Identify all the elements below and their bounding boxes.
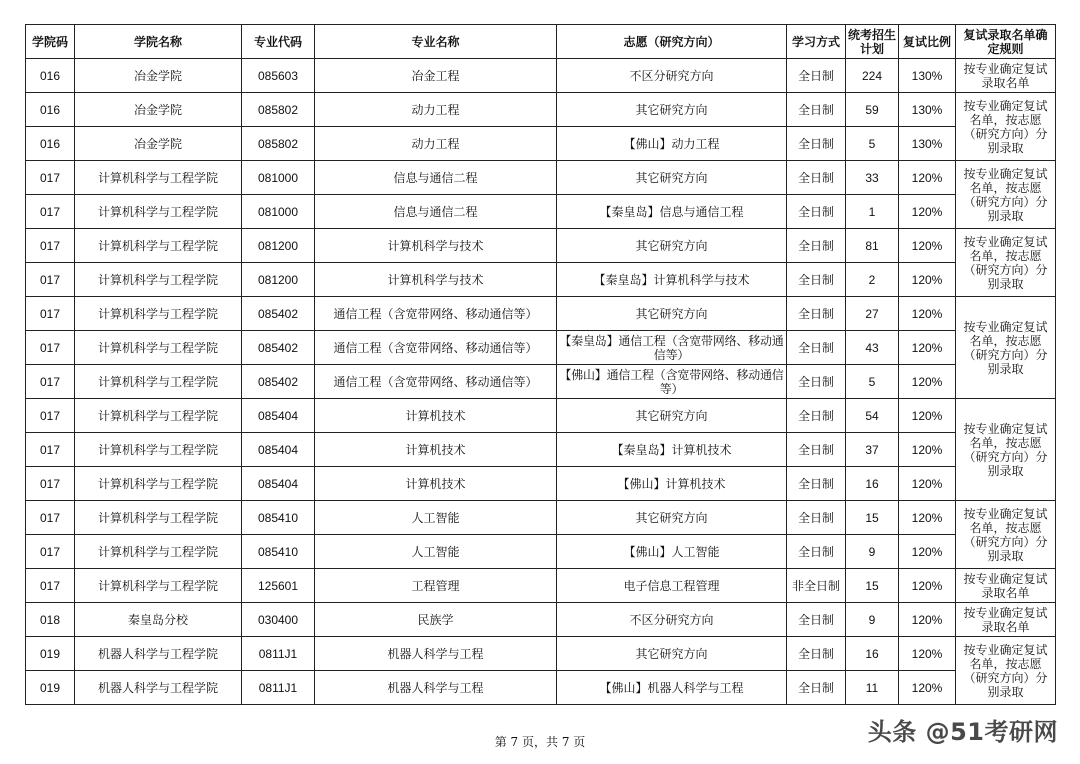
major-code-cell: 0811J1	[242, 671, 315, 705]
plan-cell: 1	[846, 195, 899, 229]
study-mode-cell: 全日制	[787, 535, 846, 569]
major-name-cell: 计算机技术	[315, 433, 557, 467]
college-code-cell: 017	[26, 467, 75, 501]
college-code-cell: 017	[26, 263, 75, 297]
college-code-cell: 017	[26, 195, 75, 229]
header-retest-ratio: 复试比例	[899, 25, 956, 59]
table-row	[26, 93, 1056, 127]
header-direction: 志愿（研究方向）	[557, 25, 787, 59]
major-code-cell: 085404	[242, 467, 315, 501]
major-code-cell: 085404	[242, 433, 315, 467]
major-code-cell: 085802	[242, 127, 315, 161]
table-row	[26, 59, 1056, 93]
plan-cell: 9	[846, 535, 899, 569]
header-major-name: 专业名称	[315, 25, 557, 59]
ratio-cell: 120%	[899, 569, 956, 603]
table-row	[26, 365, 1056, 399]
table-row	[26, 331, 1056, 365]
major-name-cell: 民族学	[315, 603, 557, 637]
direction-cell: 【佛山】计算机技术	[557, 467, 787, 501]
table-row	[26, 637, 1056, 671]
study-mode-cell: 全日制	[787, 263, 846, 297]
table-row	[26, 127, 1056, 161]
major-name-cell: 工程管理	[315, 569, 557, 603]
plan-cell: 33	[846, 161, 899, 195]
header-college-code: 学院码	[26, 25, 75, 59]
college-name-cell: 计算机科学与工程学院	[75, 297, 242, 331]
college-code-cell: 019	[26, 671, 75, 705]
admission-rule-cell: 按专业确定复试名单，按志愿（研究方向）分别录取	[956, 93, 1056, 161]
ratio-cell: 120%	[899, 263, 956, 297]
major-code-cell: 085402	[242, 365, 315, 399]
direction-cell: 其它研究方向	[557, 229, 787, 263]
admission-rule-cell: 按专业确定复试录取名单	[956, 603, 1056, 637]
college-code-cell: 016	[26, 59, 75, 93]
plan-cell: 81	[846, 229, 899, 263]
admission-rule-cell: 按专业确定复试名单，按志愿（研究方向）分别录取	[956, 637, 1056, 705]
plan-cell: 9	[846, 603, 899, 637]
college-code-cell: 017	[26, 331, 75, 365]
ratio-cell: 120%	[899, 195, 956, 229]
direction-cell: 电子信息工程管理	[557, 569, 787, 603]
college-code-cell: 016	[26, 127, 75, 161]
major-name-cell: 动力工程	[315, 93, 557, 127]
major-name-cell: 动力工程	[315, 127, 557, 161]
ratio-cell: 120%	[899, 603, 956, 637]
ratio-cell: 120%	[899, 671, 956, 705]
plan-cell: 16	[846, 637, 899, 671]
study-mode-cell: 全日制	[787, 433, 846, 467]
major-code-cell: 085402	[242, 297, 315, 331]
college-name-cell: 冶金学院	[75, 59, 242, 93]
direction-cell: 【佛山】动力工程	[557, 127, 787, 161]
ratio-cell: 120%	[899, 365, 956, 399]
college-name-cell: 计算机科学与工程学院	[75, 569, 242, 603]
direction-cell: 【佛山】人工智能	[557, 535, 787, 569]
study-mode-cell: 全日制	[787, 127, 846, 161]
admission-rule-cell: 按专业确定复试名单，按志愿（研究方向）分别录取	[956, 501, 1056, 569]
college-name-cell: 机器人科学与工程学院	[75, 637, 242, 671]
study-mode-cell: 全日制	[787, 467, 846, 501]
ratio-cell: 130%	[899, 93, 956, 127]
header-college-name: 学院名称	[75, 25, 242, 59]
ratio-cell: 120%	[899, 331, 956, 365]
college-code-cell: 017	[26, 433, 75, 467]
major-code-cell: 125601	[242, 569, 315, 603]
ratio-cell: 120%	[899, 297, 956, 331]
admission-rule-cell: 按专业确定复试录取名单	[956, 569, 1056, 603]
major-name-cell: 信息与通信二程	[315, 161, 557, 195]
college-code-cell: 017	[26, 229, 75, 263]
plan-cell: 5	[846, 127, 899, 161]
major-code-cell: 0811J1	[242, 637, 315, 671]
direction-cell: 【佛山】机器人科学与工程	[557, 671, 787, 705]
college-code-cell: 017	[26, 399, 75, 433]
college-name-cell: 冶金学院	[75, 93, 242, 127]
study-mode-cell: 全日制	[787, 365, 846, 399]
ratio-cell: 120%	[899, 535, 956, 569]
table-row	[26, 671, 1056, 705]
major-name-cell: 计算机技术	[315, 399, 557, 433]
table-row	[26, 535, 1056, 569]
college-name-cell: 计算机科学与工程学院	[75, 331, 242, 365]
college-name-cell: 计算机科学与工程学院	[75, 263, 242, 297]
major-name-cell: 机器人科学与工程	[315, 671, 557, 705]
major-code-cell: 085402	[242, 331, 315, 365]
major-code-cell: 081000	[242, 161, 315, 195]
direction-cell: 【佛山】通信工程（含宽带网络、移动通信等）	[557, 365, 787, 399]
header-admission-rule: 复试录取名单确定规则	[956, 25, 1056, 59]
study-mode-cell: 全日制	[787, 297, 846, 331]
study-mode-cell: 全日制	[787, 93, 846, 127]
major-name-cell: 计算机技术	[315, 467, 557, 501]
study-mode-cell: 全日制	[787, 59, 846, 93]
plan-cell: 11	[846, 671, 899, 705]
ratio-cell: 120%	[899, 161, 956, 195]
college-name-cell: 计算机科学与工程学院	[75, 399, 242, 433]
direction-cell: 其它研究方向	[557, 501, 787, 535]
table-row	[26, 399, 1056, 433]
header-study-mode: 学习方式	[787, 25, 846, 59]
ratio-cell: 120%	[899, 433, 956, 467]
college-name-cell: 计算机科学与工程学院	[75, 365, 242, 399]
major-name-cell: 机器人科学与工程	[315, 637, 557, 671]
college-code-cell: 017	[26, 569, 75, 603]
plan-cell: 27	[846, 297, 899, 331]
direction-cell: 其它研究方向	[557, 399, 787, 433]
major-name-cell: 信息与通信二程	[315, 195, 557, 229]
direction-cell: 其它研究方向	[557, 161, 787, 195]
college-name-cell: 机器人科学与工程学院	[75, 671, 242, 705]
ratio-cell: 130%	[899, 127, 956, 161]
study-mode-cell: 全日制	[787, 399, 846, 433]
college-name-cell: 计算机科学与工程学院	[75, 229, 242, 263]
study-mode-cell: 全日制	[787, 501, 846, 535]
college-name-cell: 秦皇岛分校	[75, 603, 242, 637]
major-name-cell: 计算机科学与技术	[315, 229, 557, 263]
college-name-cell: 计算机科学与工程学院	[75, 535, 242, 569]
table-row	[26, 569, 1056, 603]
major-name-cell: 计算机科学与技术	[315, 263, 557, 297]
major-code-cell: 085404	[242, 399, 315, 433]
direction-cell: 不区分研究方向	[557, 603, 787, 637]
plan-cell: 43	[846, 331, 899, 365]
study-mode-cell: 非全日制	[787, 569, 846, 603]
plan-cell: 5	[846, 365, 899, 399]
college-code-cell: 019	[26, 637, 75, 671]
major-name-cell: 人工智能	[315, 501, 557, 535]
admission-rule-cell: 按专业确定复试名单，按志愿（研究方向）分别录取	[956, 229, 1056, 297]
table-row	[26, 501, 1056, 535]
study-mode-cell: 全日制	[787, 229, 846, 263]
major-code-cell: 085410	[242, 501, 315, 535]
table-row	[26, 263, 1056, 297]
college-code-cell: 017	[26, 297, 75, 331]
plan-cell: 16	[846, 467, 899, 501]
study-mode-cell: 全日制	[787, 671, 846, 705]
direction-cell: 【秦皇岛】通信工程（含宽带网络、移动通信等）	[557, 331, 787, 365]
plan-cell: 54	[846, 399, 899, 433]
study-mode-cell: 全日制	[787, 331, 846, 365]
ratio-cell: 130%	[899, 59, 956, 93]
major-name-cell: 通信工程（含宽带网络、移动通信等）	[315, 365, 557, 399]
college-name-cell: 计算机科学与工程学院	[75, 161, 242, 195]
direction-cell: 【秦皇岛】计算机技术	[557, 433, 787, 467]
plan-cell: 2	[846, 263, 899, 297]
study-mode-cell: 全日制	[787, 195, 846, 229]
major-code-cell: 030400	[242, 603, 315, 637]
watermark: 头条 @51考研网	[867, 718, 1058, 746]
table-row	[26, 297, 1056, 331]
college-code-cell: 018	[26, 603, 75, 637]
college-code-cell: 017	[26, 161, 75, 195]
ratio-cell: 120%	[899, 467, 956, 501]
direction-cell: 【秦皇岛】计算机科学与技术	[557, 263, 787, 297]
admission-rule-cell: 按专业确定复试名单，按志愿（研究方向）分别录取	[956, 297, 1056, 399]
major-code-cell: 081200	[242, 263, 315, 297]
college-code-cell: 017	[26, 535, 75, 569]
admission-rule-cell: 按专业确定复试录取名单	[956, 59, 1056, 93]
study-mode-cell: 全日制	[787, 603, 846, 637]
study-mode-cell: 全日制	[787, 637, 846, 671]
ratio-cell: 120%	[899, 501, 956, 535]
direction-cell: 【秦皇岛】信息与通信工程	[557, 195, 787, 229]
table-row	[26, 229, 1056, 263]
header-row	[26, 25, 1056, 59]
major-code-cell: 081200	[242, 229, 315, 263]
plan-cell: 15	[846, 501, 899, 535]
college-code-cell: 017	[26, 501, 75, 535]
college-name-cell: 冶金学院	[75, 127, 242, 161]
college-code-cell: 016	[26, 93, 75, 127]
college-code-cell: 017	[26, 365, 75, 399]
plan-cell: 224	[846, 59, 899, 93]
page-number: 第 7 页，共 7 页	[494, 735, 586, 749]
major-code-cell: 081000	[242, 195, 315, 229]
major-name-cell: 通信工程（含宽带网络、移动通信等）	[315, 297, 557, 331]
college-name-cell: 计算机科学与工程学院	[75, 433, 242, 467]
admission-rule-cell: 按专业确定复试名单，按志愿（研究方向）分别录取	[956, 399, 1056, 501]
direction-cell: 不区分研究方向	[557, 59, 787, 93]
major-name-cell: 冶金工程	[315, 59, 557, 93]
major-code-cell: 085802	[242, 93, 315, 127]
header-enrollment-plan: 统考招生计划	[846, 25, 899, 59]
college-name-cell: 计算机科学与工程学院	[75, 195, 242, 229]
major-code-cell: 085410	[242, 535, 315, 569]
header-major-code: 专业代码	[242, 25, 315, 59]
admission-table	[25, 24, 1056, 705]
direction-cell: 其它研究方向	[557, 297, 787, 331]
direction-cell: 其它研究方向	[557, 93, 787, 127]
major-name-cell: 通信工程（含宽带网络、移动通信等）	[315, 331, 557, 365]
table-row	[26, 467, 1056, 501]
plan-cell: 15	[846, 569, 899, 603]
table-row	[26, 161, 1056, 195]
table-row	[26, 195, 1056, 229]
direction-cell: 其它研究方向	[557, 637, 787, 671]
major-code-cell: 085603	[242, 59, 315, 93]
college-name-cell: 计算机科学与工程学院	[75, 467, 242, 501]
plan-cell: 37	[846, 433, 899, 467]
ratio-cell: 120%	[899, 637, 956, 671]
college-name-cell: 计算机科学与工程学院	[75, 501, 242, 535]
plan-cell: 59	[846, 93, 899, 127]
table-row	[26, 433, 1056, 467]
admission-rule-cell: 按专业确定复试名单，按志愿（研究方向）分别录取	[956, 161, 1056, 229]
major-name-cell: 人工智能	[315, 535, 557, 569]
study-mode-cell: 全日制	[787, 161, 846, 195]
ratio-cell: 120%	[899, 229, 956, 263]
table-row	[26, 603, 1056, 637]
ratio-cell: 120%	[899, 399, 956, 433]
